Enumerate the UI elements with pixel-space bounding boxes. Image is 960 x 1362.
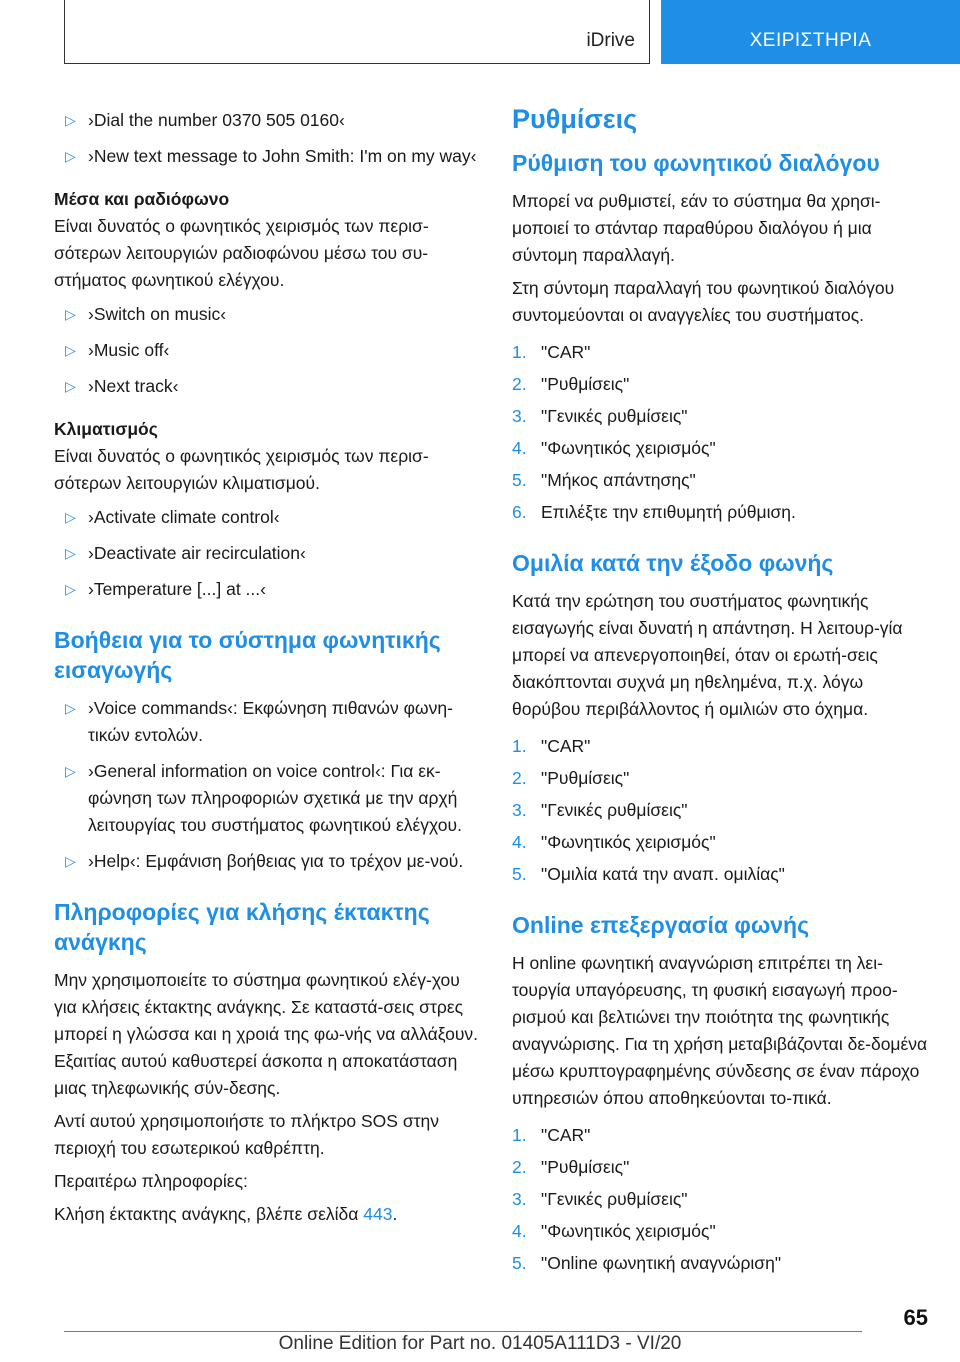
page-link-443[interactable]: 443 bbox=[363, 1204, 393, 1224]
step-number: 1. bbox=[512, 342, 527, 362]
triangle-right-icon: ▷ bbox=[65, 148, 76, 164]
media-heading: Μέσα και ραδιόφωνο bbox=[54, 189, 230, 209]
list-item bbox=[54, 107, 479, 134]
step-item bbox=[512, 1250, 932, 1277]
list-item-text: ›General information on voice control‹: Για εκ‐φώνηση των πληροφοριών σχετικά με την αρχή λειτουργίας του συστήματος φωνητικού ελέγχου. bbox=[88, 761, 462, 835]
section-label: iDrive bbox=[586, 30, 635, 51]
page-number: 65 bbox=[903, 1305, 928, 1330]
emergency-ref-suffix: . bbox=[392, 1204, 398, 1224]
step-text: "Ρυθμίσεις" bbox=[541, 768, 630, 788]
list-item-text: ›Temperature [...] at ...‹ bbox=[88, 579, 266, 599]
speak-text: Κατά την ερώτηση του συστήματος φωνητικής εισαγωγής είναι δυνατή η απάντηση. Η λειτουρ‐γία μπορεί να απενεργοποιηθεί, όταν οι ερωτή‐σεις διακόπτονται συχνά μη ηθελημένα, π.χ. λόγω θορύβου περιβάλλοντος ή ομιλιών στο όχημα. bbox=[512, 591, 903, 719]
step-number: 2. bbox=[512, 374, 527, 394]
list-item-text: ›Help‹: Εμφάνιση βοήθειας για το τρέχον με‐νού. bbox=[88, 851, 464, 871]
emergency-ref-prefix: Κλήση έκτακτης ανάγκης, βλέπε σελίδα bbox=[54, 1204, 364, 1224]
step-number: 2. bbox=[512, 768, 527, 788]
online-heading: Online επεξεργασία φωνής bbox=[512, 912, 810, 938]
step-text: "Γενικές ρυθμίσεις" bbox=[541, 406, 688, 426]
list-item-text: ›Dial the number 0370 505 0160‹ bbox=[88, 110, 345, 130]
step-item bbox=[512, 829, 932, 856]
steps-online bbox=[512, 1122, 932, 1277]
triangle-right-icon: ▷ bbox=[65, 700, 76, 716]
list-item bbox=[54, 504, 479, 531]
step-number: 3. bbox=[512, 406, 527, 426]
step-number: 3. bbox=[512, 800, 527, 820]
dialog-text-2: Στη σύντομη παραλλαγή του φωνητικού διαλόγου συντομεύονται οι αναγγελίες του συστήματος. bbox=[512, 278, 895, 325]
step-number: 5. bbox=[512, 864, 527, 884]
step-text: "CAR" bbox=[541, 736, 591, 756]
media-text: Είναι δυνατός ο φωνητικός χειρισμός των περισ‐σότερων λειτουργιών ραδιοφώνου μέσω του συ‐στήματος φωνητικού ελέγχου. bbox=[54, 216, 429, 290]
step-item bbox=[512, 1122, 932, 1149]
step-item bbox=[512, 1218, 932, 1245]
step-item bbox=[512, 765, 932, 792]
triangle-right-icon: ▷ bbox=[65, 763, 76, 779]
step-item bbox=[512, 371, 932, 398]
step-text: "Γενικές ρυθμίσεις" bbox=[541, 1189, 688, 1209]
settings-heading: Ρυθμίσεις bbox=[512, 104, 638, 134]
list-item bbox=[54, 337, 479, 364]
step-text: "CAR" bbox=[541, 1125, 591, 1145]
dialog-heading: Ρύθμιση του φωνητικού διαλόγου bbox=[512, 150, 880, 176]
bullet-list-climate bbox=[54, 504, 479, 603]
step-text: "Online φωνητική αναγνώριση" bbox=[541, 1253, 782, 1273]
list-item bbox=[54, 373, 479, 400]
emergency-text-3: Περαιτέρω πληροφορίες: bbox=[54, 1171, 248, 1191]
step-text: "Ρυθμίσεις" bbox=[541, 374, 630, 394]
list-item bbox=[54, 540, 479, 567]
header-box bbox=[64, 0, 650, 64]
step-text: "Ρυθμίσεις" bbox=[541, 1157, 630, 1177]
right-column bbox=[512, 100, 932, 1285]
step-item bbox=[512, 1186, 932, 1213]
step-number: 3. bbox=[512, 1189, 527, 1209]
help-heading: Βοήθεια για το σύστημα φωνητικής εισαγωγής bbox=[54, 627, 441, 683]
step-text: Επιλέξτε την επιθυμητή ρύθμιση. bbox=[541, 502, 796, 522]
step-number: 5. bbox=[512, 1253, 527, 1273]
step-item bbox=[512, 861, 932, 888]
step-text: "Γενικές ρυθμίσεις" bbox=[541, 800, 688, 820]
speak-heading: Ομιλία κατά την έξοδο φωνής bbox=[512, 550, 834, 576]
chapter-label: ΧΕΙΡΙΣΤΗΡΙΑ bbox=[749, 30, 872, 51]
emergency-text-2: Αντί αυτού χρησιμοποιήστε το πλήκτρο SOS στην περιοχή του εσωτερικού καθρέπτη. bbox=[54, 1111, 440, 1158]
list-item bbox=[54, 848, 479, 875]
emergency-text-1: Μην χρησιμοποιείτε το σύστημα φωνητικού ελέγ‐χου για κλήσεις έκτακτης ανάγκης. Σε καταστά‐σεις στρες μπορεί η γλώσσα και η χροιά της φω‐νής να αλλάξουν. Εξαιτίας αυτού καθυστερεί άσκοπα η αποκατάσταση μιας τηλεφωνικής σύν‐δεσης. bbox=[54, 970, 478, 1098]
chapter-tab[interactable] bbox=[661, 0, 960, 64]
step-number: 1. bbox=[512, 1125, 527, 1145]
triangle-right-icon: ▷ bbox=[65, 378, 76, 394]
list-item bbox=[54, 758, 479, 839]
step-text: "Φωνητικός χειρισμός" bbox=[541, 832, 716, 852]
list-item-text: ›Music off‹ bbox=[88, 340, 170, 360]
step-number: 1. bbox=[512, 736, 527, 756]
emergency-heading: Πληροφορίες για κλήσης έκτακτης ανάγκης bbox=[54, 899, 430, 955]
step-text: "Μήκος απάντησης" bbox=[541, 470, 696, 490]
step-text: "Ομιλία κατά την αναπ. ομιλίας" bbox=[541, 864, 785, 884]
step-item bbox=[512, 467, 932, 494]
step-item bbox=[512, 499, 932, 526]
list-item-text: ›Activate climate control‹ bbox=[88, 507, 280, 527]
step-text: "Φωνητικός χειρισμός" bbox=[541, 1221, 716, 1241]
list-item bbox=[54, 143, 479, 170]
triangle-right-icon: ▷ bbox=[65, 853, 76, 869]
list-item-text: ›Next track‹ bbox=[88, 376, 179, 396]
triangle-right-icon: ▷ bbox=[65, 581, 76, 597]
list-item-text: ›New text message to John Smith: I'm on my way‹ bbox=[88, 146, 477, 166]
step-text: "CAR" bbox=[541, 342, 591, 362]
footer-edition: Online Edition for Part no. 01405A111D3 - VI/20 bbox=[278, 1333, 682, 1354]
steps-dialog bbox=[512, 339, 932, 526]
step-text: "Φωνητικός χειρισμός" bbox=[541, 438, 716, 458]
climate-heading: Κλιματισμός bbox=[54, 419, 158, 439]
list-item bbox=[54, 576, 479, 603]
online-text: Η online φωνητική αναγνώριση επιτρέπει τη λει‐τουργία υπαγόρευσης, τη φυσική εισαγωγή προο‐ρισμού και βελτιώνει την ποιότητα της φωνητικής αναγνώρισης. Για τη χρήση μεταβιβάζονται δε‐δομένα μέσω κρυπτογραφημένης σύνδεσης σε έναν πάροχο υπηρεσιών όπου αποθηκεύονται το‐πικά. bbox=[512, 953, 928, 1108]
step-item bbox=[512, 339, 932, 366]
list-item-text: ›Voice commands‹: Εκφώνηση πιθανών φωνη‐τικών εντολών. bbox=[88, 698, 453, 745]
step-number: 2. bbox=[512, 1157, 527, 1177]
triangle-right-icon: ▷ bbox=[65, 545, 76, 561]
list-item-text: ›Deactivate air recirculation‹ bbox=[88, 543, 306, 563]
step-item bbox=[512, 403, 932, 430]
step-item bbox=[512, 733, 932, 760]
step-number: 5. bbox=[512, 470, 527, 490]
footer-divider bbox=[64, 1331, 862, 1332]
bullet-list-media bbox=[54, 301, 479, 400]
dialog-text-1: Μπορεί να ρυθμιστεί, εάν το σύστημα θα χρησι‐μοποιεί το στάνταρ παραθύρου διαλόγου ή μια σύντομη παραλλαγή. bbox=[512, 191, 881, 265]
bullet-list-help bbox=[54, 695, 479, 875]
step-number: 6. bbox=[512, 502, 527, 522]
triangle-right-icon: ▷ bbox=[65, 509, 76, 525]
step-number: 4. bbox=[512, 832, 527, 852]
steps-speak bbox=[512, 733, 932, 888]
step-item bbox=[512, 1154, 932, 1181]
step-number: 4. bbox=[512, 1221, 527, 1241]
step-number: 4. bbox=[512, 438, 527, 458]
bullet-list-dial bbox=[54, 107, 479, 170]
step-item bbox=[512, 435, 932, 462]
triangle-right-icon: ▷ bbox=[65, 112, 76, 128]
list-item bbox=[54, 695, 479, 749]
triangle-right-icon: ▷ bbox=[65, 306, 76, 322]
list-item-text: ›Switch on music‹ bbox=[88, 304, 227, 324]
triangle-right-icon: ▷ bbox=[65, 342, 76, 358]
step-item bbox=[512, 797, 932, 824]
list-item bbox=[54, 301, 479, 328]
left-column bbox=[54, 100, 479, 1228]
climate-text: Είναι δυνατός ο φωνητικός χειρισμός των περισ‐σότερων λειτουργιών κλιματισμού. bbox=[54, 446, 429, 493]
emergency-text-4 bbox=[54, 1201, 479, 1228]
